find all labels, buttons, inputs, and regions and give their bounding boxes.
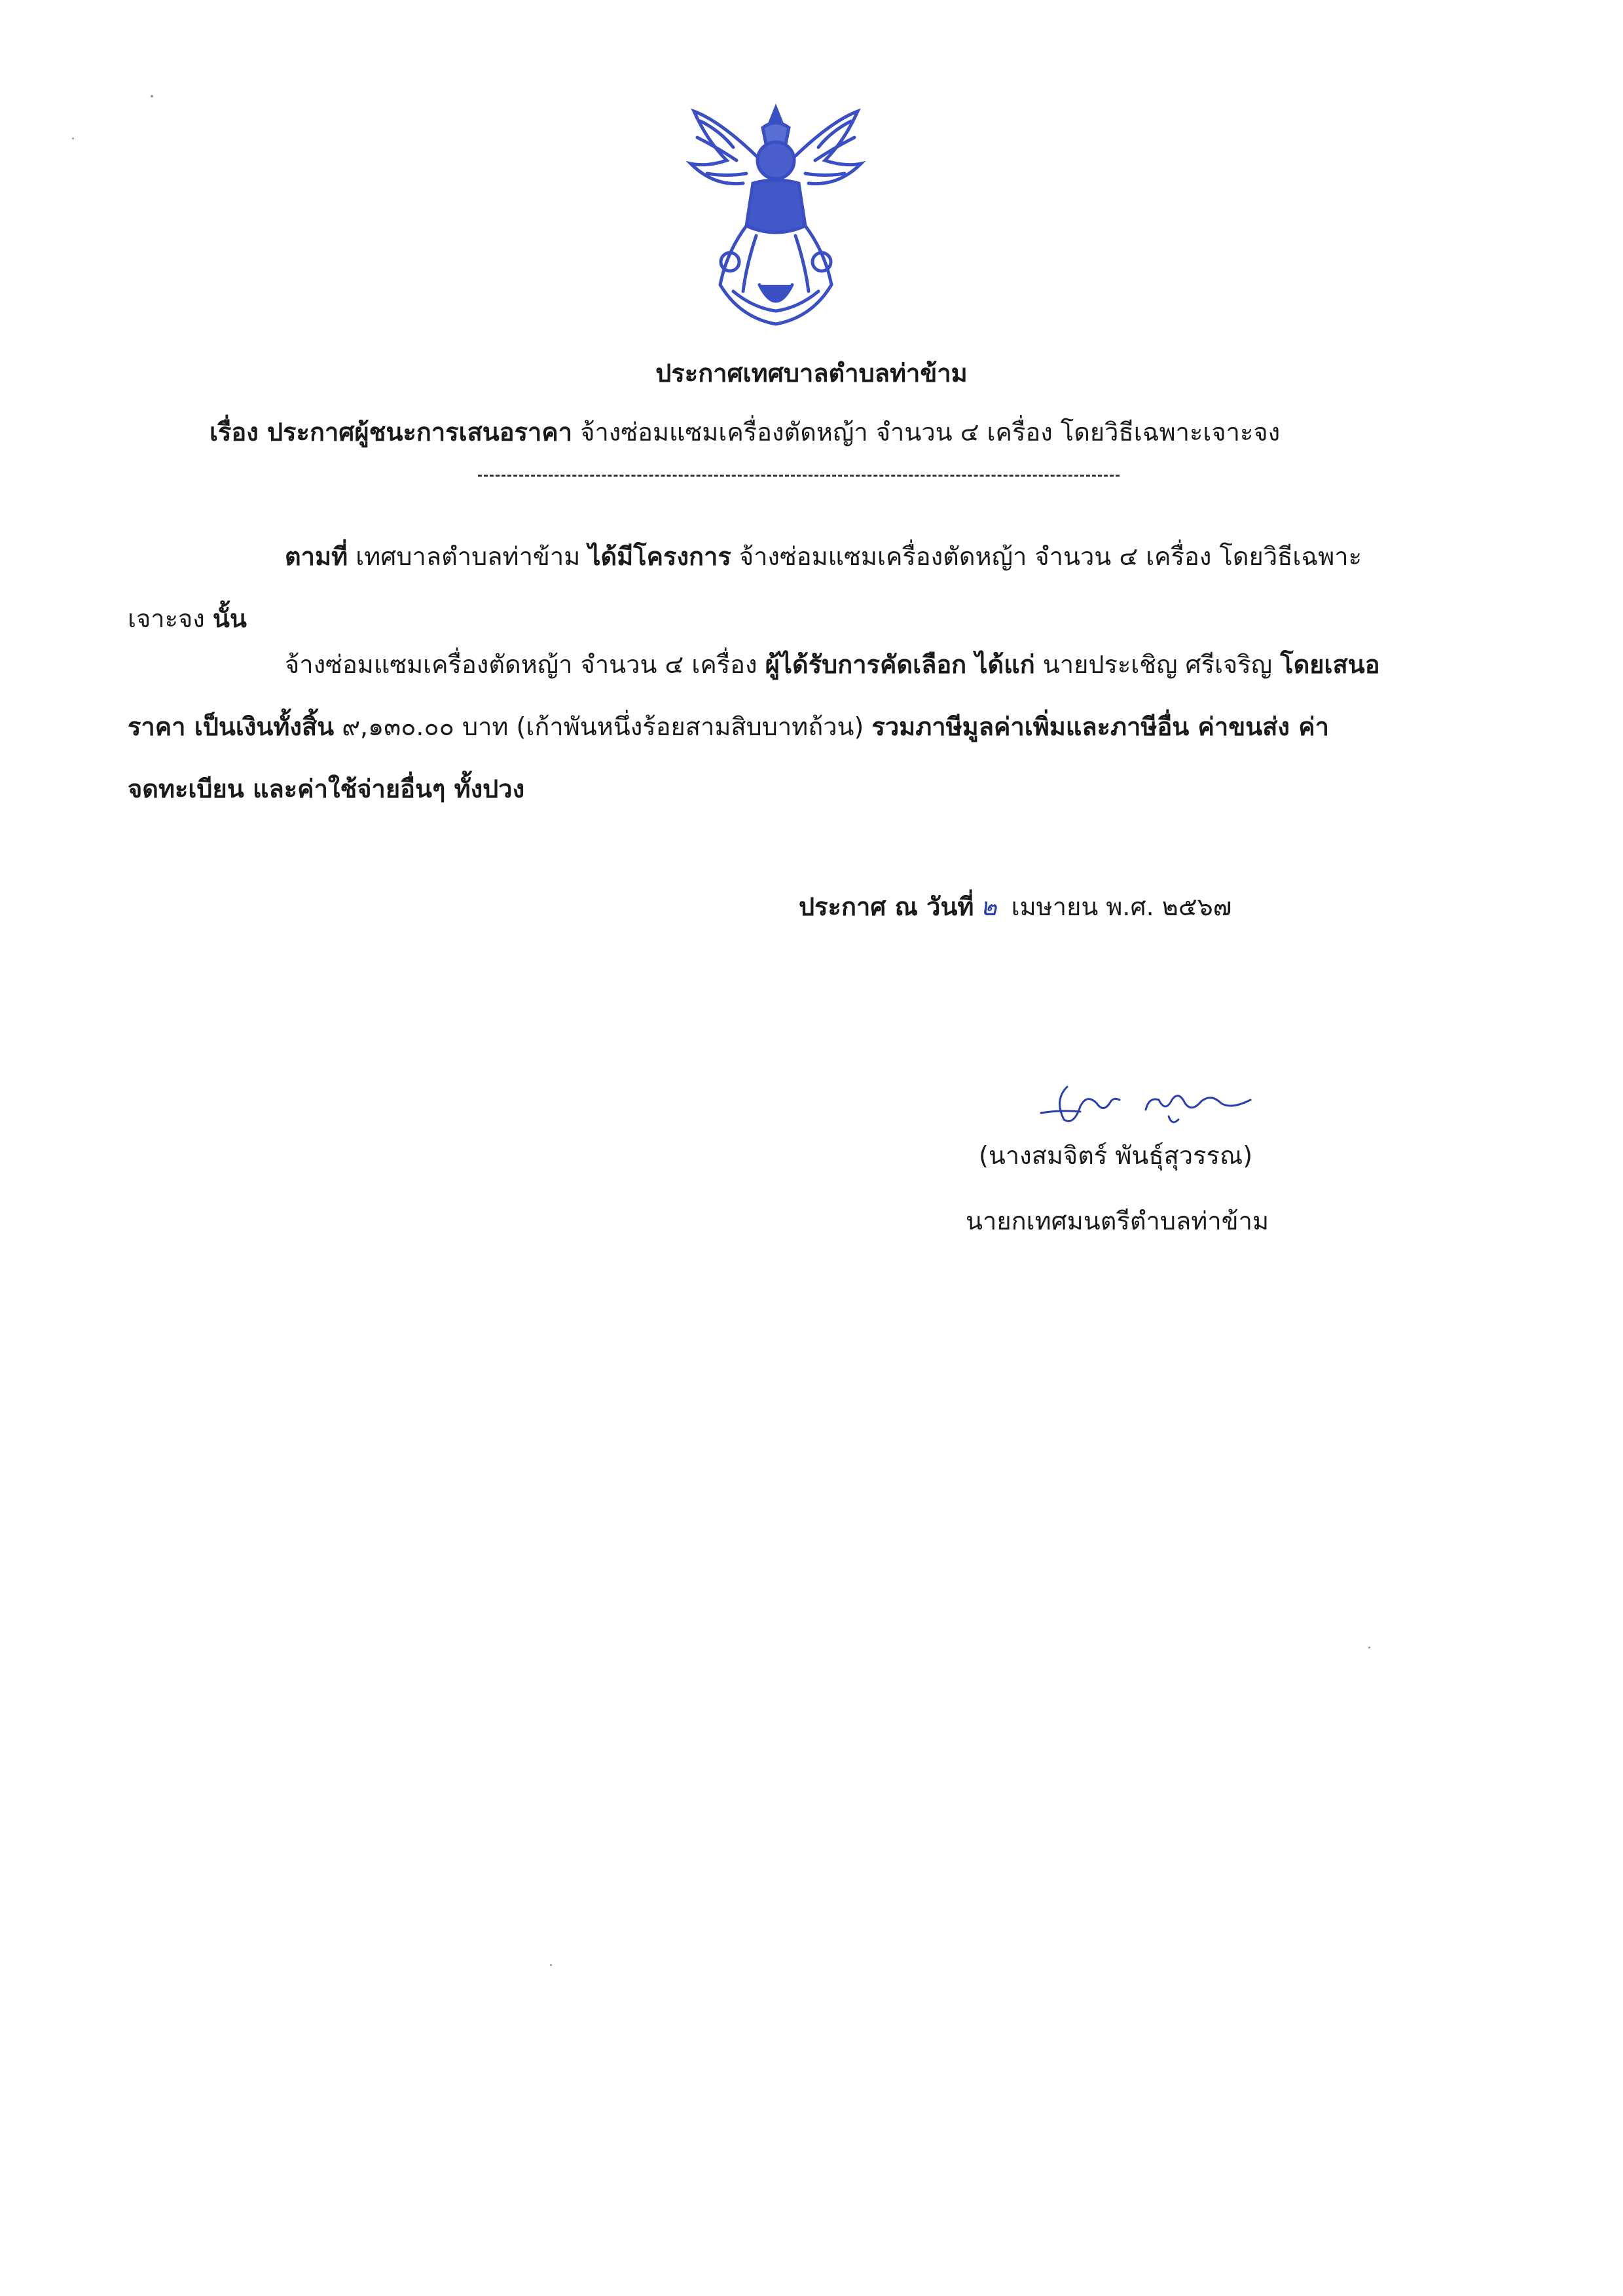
title-separator: [478, 475, 1120, 477]
paragraph-2-end: จดทะเบียน และค่าใช้จ่ายอื่นๆ ทั้งปวง: [128, 774, 525, 803]
subject-label: เรื่อง ประกาศผู้ชนะการเสนอราคา: [210, 418, 573, 446]
paragraph-2-price: ราคา เป็นเงินทั้งสิ้น ๙,๑๓๐.๐๐ บาท (เก้าพันหนึ่งร้อยสามสิบบาทถ้วน) รวมภาษีมูลค่าเพิ่มและภาษีอื่น ค่าขนส่ง ค่า: [128, 712, 1329, 741]
signatory-name: (นางสมจิตร์ พันธุ์สุวรรณ): [979, 1141, 1253, 1170]
paragraph-2: จ้างซ่อมแซมเครื่องตัดหญ้า จำนวน ๔ เครื่อง ผู้ได้รับการคัดเลือก ได้แก่ นายประเชิญ ศรีเจริญ โดยเสนอ: [285, 650, 1380, 679]
handwritten-signature: [1034, 1074, 1257, 1133]
date-day: ๒: [980, 894, 997, 921]
subject-text: จ้างซ่อมแซมเครื่องตัดหญ้า จำนวน ๔ เครื่อง โดยวิธีเฉพาะเจาะจง: [572, 418, 1281, 446]
scan-speck: [1368, 1647, 1370, 1649]
announcement-title: ประกาศเทศบาลตำบลท่าข้าม: [655, 359, 968, 388]
signatory-position: นายกเทศมนตรีตำบลท่าข้าม: [966, 1207, 1269, 1235]
garuda-emblem-icon: [681, 95, 871, 334]
paragraph-1: ตามที่ เทศบาลตำบลท่าข้าม ได้มีโครงการ จ้างซ่อมแซมเครื่องตัดหญ้า จำนวน ๔ เครื่อง โดยวิธีเฉพาะ: [285, 542, 1362, 571]
scan-speck: [151, 95, 153, 98]
paragraph-1-continued: เจาะจง นั้น: [128, 604, 247, 633]
announcement-subject: [210, 412, 1280, 452]
scan-speck: [550, 1964, 552, 1966]
scan-speck: [72, 137, 74, 139]
announcement-date: ประกาศ ณ วันที่ ๒ เมษายน พ.ศ. ๒๕๖๗: [799, 892, 1232, 921]
